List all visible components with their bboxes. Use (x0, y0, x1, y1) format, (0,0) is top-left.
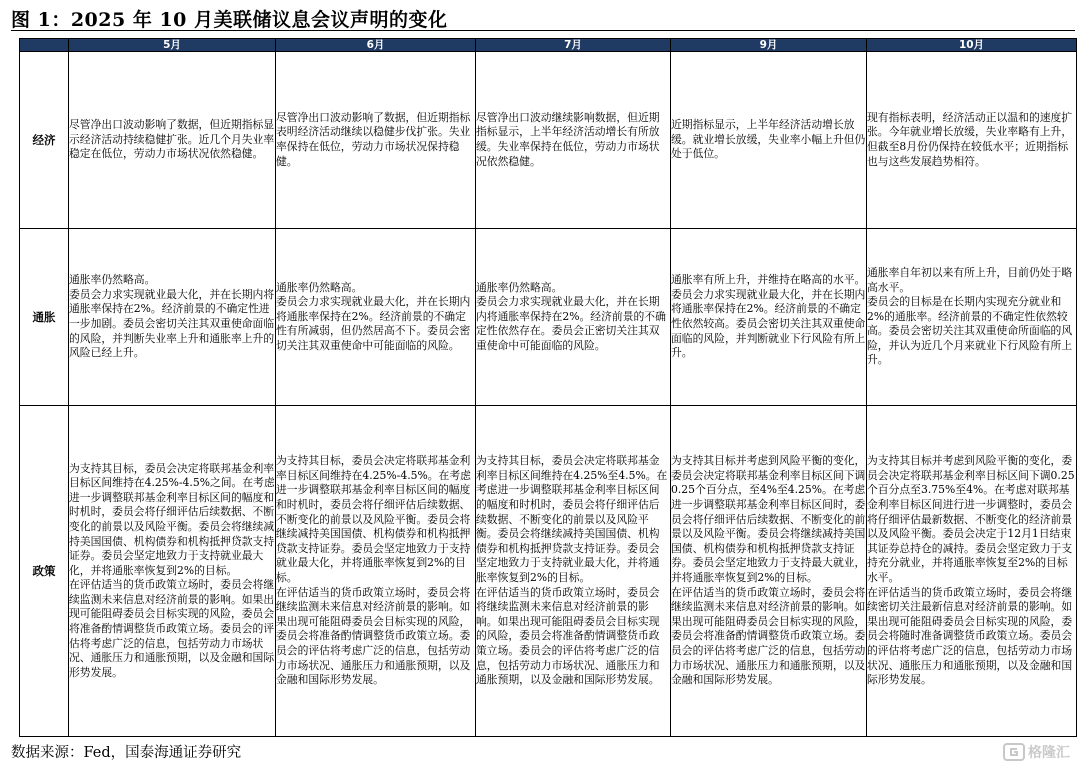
cell-economy-july (476, 52, 671, 229)
watermark-text: 格隆汇 (1028, 745, 1070, 761)
cell-text: 近期指标显示，上半年经济活动增长放缓。就业增长放缓，失业率小幅上升但仍处于低位。 (671, 118, 866, 161)
cell-text: 为支持其目标，委员会决定将联邦基金利率目标区间维持在4.25%-4.5%之间。在考虑进一步调整联邦基金利率目标区间的幅度和时机时，委员会将仔细评估后续数据、不断变化的前景以及风险平衡。委员会将继续减持美国国债、机构债券和机构抵押贷款支持证券。委员会坚定地致力于支持就业最大化，并将通胀率恢复到2%的目标。 在评估适当的货币政策立场时，委员会将继续监测未来信息对经济前景的影响。如果出现可能阻碍委员会目标实现的风险，委员会将准备酌情调整货币政策立场。委员会的评估将考虑广泛的信息，包括劳动力市场状况、通胀压力和通胀预期，以及金融和国际形势发展。 (69, 461, 275, 679)
cell-text: 通胀率自年初以来有所上升，目前仍处于略高水平。 委员会的目标是在长期内实现充分就业和2%的通胀率。经济前景的不确定性依然较高。委员会密切关注其双重使命所面临的风险，并认为近几个月来就业下行风险有所上升。 (867, 265, 1073, 367)
cell-policy-june (276, 406, 476, 737)
cell-inflation-july (476, 229, 671, 406)
cell-policy-october (867, 406, 1077, 737)
column-header-october: 10月 (867, 39, 1077, 52)
cell-text: 为支持其目标并考虑到风险平衡的变化，委员会决定将联邦基金利率目标区间下调0.25个百分点至3.75%至4%。在考虑对联邦基金利率目标区间进行进一步调整时，委员会将仔细评估最新数据、不断变化的经济前景以及风险平衡。委员会决定于12月1日结束其证券总持仓的减持。委员会坚定致力于支持充分就业，并将通胀率恢复至2%的目标水平。 在评估适当的货币政策立场时，委员会将继续密切关注最新信息对经济前景的影响。如果出现可能阻碍委员会目标实现的风险，委员会将随时准备调整货币政策立场。委员会的评估将考虑广泛的信息，包括劳动力市场状况、通胀压力和通胀预期，以及金融和国际形势发展。 (867, 454, 1075, 687)
cell-economy-may (69, 52, 276, 229)
cell-text: 为支持其目标，委员会决定将联邦基金利率目标区间维持在4.25%-4.5%。在考虑进一步调整联邦基金利率目标区间的幅度和时机时，委员会将仔细评估后续数据、不断变化的前景以及风险平衡。委员会将继续减持美国国债、机构债券和机构抵押贷款支持证券。委员会坚定地致力于支持就业最大化，并将通胀率恢复到2%的目标。 在评估适当的货币政策立场时，委员会将继续监测未来信息对经济前景的影响。如果出现可能阻碍委员会目标实现的风险，委员会将准备酌情调整货币政策立场。委员会的评估将考虑广泛的信息，包括劳动力市场状况、通胀压力和通胀预期，以及金融和国际形势发展。 (276, 454, 471, 687)
column-header-june: 6月 (276, 39, 476, 52)
fomc-statement-table (19, 38, 1077, 737)
cell-text: 尽管净出口波动影响了数据，但近期指标表明经济活动继续以稳健步伐扩张。失业率保持在低位，劳动力市场状况保持稳健。 (276, 110, 471, 168)
cell-text: 通胀率有所上升，并维持在略高的水平。 委员会力求实现就业最大化，并在长期内将通胀率保持在2%。经济前景的不确定性依然较高。委员会密切关注其双重使命面临的风险，并判断就业下行风险有所上升。 (671, 273, 866, 360)
cell-text: 现有指标表明，经济活动正以温和的速度扩张。今年就业增长放缓，失业率略有上升，但截至8月份仍保持在较低水平；近期指标也与这些发展趋势相符。 (867, 110, 1073, 168)
cell-text: 通胀率仍然略高。 委员会力求实现就业最大化，并在长期内将通胀率保持在2%。经济前景的不确定性有所减弱，但仍然居高不下。委员会密切关注其双重使命中可能面临的风险。 (276, 280, 471, 352)
cell-text: 为支持其目标并考虑到风险平衡的变化，委员会决定将联邦基金利率目标区间下调0.25个百分点，至4%至4.25%。在考虑进一步调整联邦基金利率目标区间时，委员会将仔细评估后续数据、不断变化的前景以及风险平衡。委员会将继续减持美国国债、机构债券和机构抵押贷款支持证券。委员会坚定地致力于支持最大就业，并将通胀率恢复到2%的目标。 在评估适当的货币政策立场时，委员会将继续监测未来信息对经济前景的影响。如果出现可能阻碍委员会目标实现的风险，委员会将准备酌情调整货币政策立场。委员会的评估将考虑广泛的信息，包括劳动力市场状况、通胀压力和通胀预期，以及金融和国际形势发展。 (671, 454, 866, 687)
cell-text: 为支持其目标，委员会决定将联邦基金利率目标区间维持在4.25%至4.5%。在考虑进一步调整联邦基金利率目标区间的幅度和时机时，委员会将仔细评估后续数据、不断变化的前景以及风险平衡。委员会将继续减持美国国债、机构债券和机构抵押贷款支持证券。委员会坚定地致力于支持就业最大化，并将通胀率恢复到2%的目标。 在评估适当的货币政策立场时，委员会将继续监测未来信息对经济前景的影响。如果出现可能阻碍委员会目标实现的风险，委员会将准备酌情调整货币政策立场。委员会的评估将考虑广泛的信息，包括劳动力市场状况、通胀压力和通胀预期，以及金融和国际形势发展。 (476, 454, 668, 687)
gelonghui-logo-icon (1003, 743, 1025, 761)
column-header-may: 5月 (69, 39, 276, 52)
column-header-september: 9月 (671, 39, 867, 52)
watermark (1003, 742, 1070, 762)
title-divider (11, 30, 1075, 31)
cell-economy-june (276, 52, 476, 229)
row-label-policy: 政策 (20, 406, 69, 737)
row-label-economy: 经济 (20, 52, 69, 229)
table-row-inflation (20, 229, 1077, 406)
cell-economy-september (671, 52, 867, 229)
source-note: 数据来源：Fed，国泰海通证券研究 (11, 745, 242, 761)
table-row-economy (20, 52, 1077, 229)
table-header-row (20, 39, 1077, 52)
header-corner-cell (20, 39, 69, 52)
row-label-inflation: 通胀 (20, 229, 69, 406)
cell-inflation-september (671, 229, 867, 406)
cell-policy-september (671, 406, 867, 737)
cell-inflation-may (69, 229, 276, 406)
cell-inflation-june (276, 229, 476, 406)
column-header-july: 7月 (476, 39, 671, 52)
cell-policy-may (69, 406, 276, 737)
cell-text: 通胀率仍然略高。 委员会力求实现就业最大化，并在长期内将通胀率保持在2%。经济前景的不确定性依然存在。委员会正密切关注其双重使命中可能面临的风险。 (476, 280, 666, 352)
table-row-policy (20, 406, 1077, 737)
cell-policy-july (476, 406, 671, 737)
cell-economy-october (867, 52, 1077, 229)
cell-text: 尽管净出口波动继续影响数据，但近期指标显示，上半年经济活动增长有所放缓。失业率保持在低位，劳动力市场状况依然稳健。 (476, 110, 660, 168)
cell-inflation-october (867, 229, 1077, 406)
cell-text: 尽管净出口波动影响了数据，但近期指标显示经济活动持续稳健扩张。近几个月失业率稳定在低位，劳动力市场状况依然稳健。 (69, 118, 275, 161)
cell-text: 通胀率仍然略高。 委员会力求实现就业最大化，并在长期内将通胀率保持在2%。经济前景的不确定性进一步加剧。委员会密切关注其双重使命面临的风险，并判断失业率上升和通胀率上升的风险已经上升。 (69, 273, 275, 360)
figure-title: 图 1：2025 年 10 月美联储议息会议声明的变化 (11, 9, 448, 31)
